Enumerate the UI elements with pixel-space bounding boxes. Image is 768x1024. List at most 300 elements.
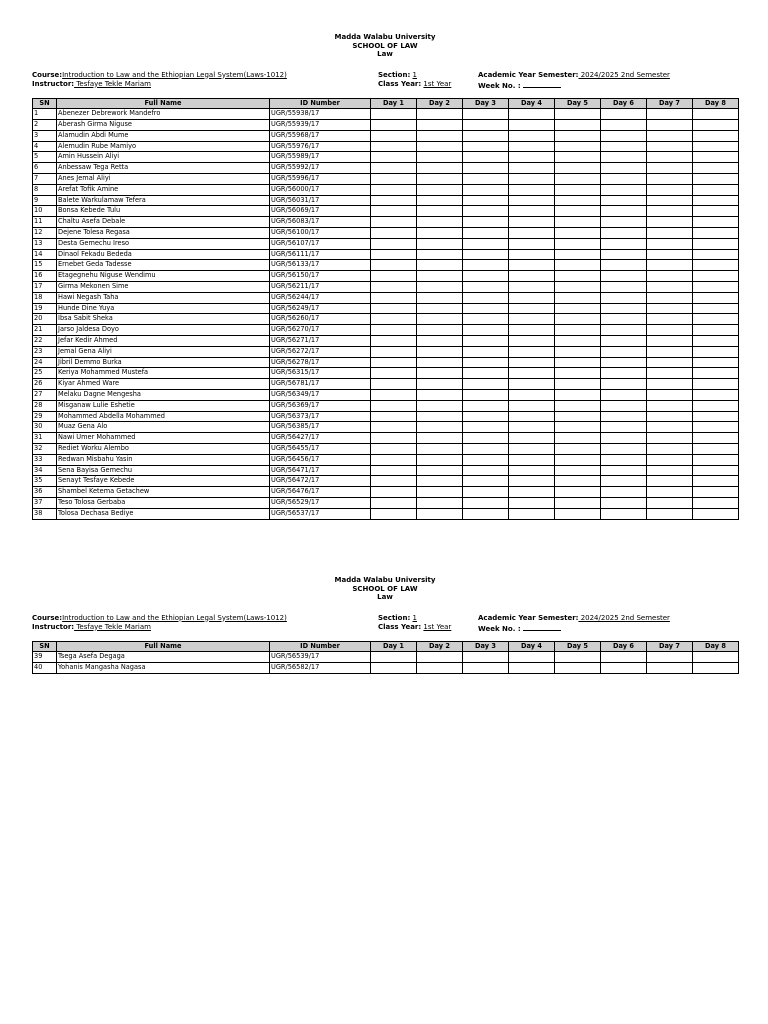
attendance-cell-day-8[interactable] [693,454,739,465]
attendance-cell-day-3[interactable] [463,346,509,357]
attendance-cell-day-7[interactable] [647,433,693,444]
attendance-cell-day-1[interactable] [371,400,417,411]
attendance-cell-day-1[interactable] [371,303,417,314]
attendance-cell-day-6[interactable] [601,292,647,303]
attendance-cell-day-5[interactable] [555,357,601,368]
attendance-cell-day-3[interactable] [463,368,509,379]
attendance-cell-day-3[interactable] [463,444,509,455]
attendance-cell-day-2[interactable] [417,400,463,411]
attendance-cell-day-8[interactable] [693,206,739,217]
attendance-cell-day-1[interactable] [371,465,417,476]
attendance-cell-day-4[interactable] [509,368,555,379]
attendance-cell-day-6[interactable] [601,336,647,347]
attendance-cell-day-5[interactable] [555,652,601,663]
attendance-cell-day-5[interactable] [555,487,601,498]
attendance-cell-day-4[interactable] [509,497,555,508]
attendance-cell-day-1[interactable] [371,109,417,120]
attendance-cell-day-8[interactable] [693,130,739,141]
attendance-cell-day-7[interactable] [647,163,693,174]
attendance-cell-day-3[interactable] [463,379,509,390]
attendance-cell-day-3[interactable] [463,206,509,217]
attendance-cell-day-6[interactable] [601,476,647,487]
attendance-cell-day-8[interactable] [693,152,739,163]
attendance-cell-day-5[interactable] [555,325,601,336]
attendance-cell-day-5[interactable] [555,292,601,303]
attendance-cell-day-4[interactable] [509,238,555,249]
attendance-cell-day-1[interactable] [371,282,417,293]
attendance-cell-day-7[interactable] [647,652,693,663]
attendance-cell-day-4[interactable] [509,476,555,487]
attendance-cell-day-3[interactable] [463,465,509,476]
attendance-cell-day-4[interactable] [509,379,555,390]
attendance-cell-day-4[interactable] [509,163,555,174]
attendance-cell-day-8[interactable] [693,379,739,390]
attendance-cell-day-3[interactable] [463,476,509,487]
attendance-cell-day-4[interactable] [509,390,555,401]
attendance-cell-day-2[interactable] [417,120,463,131]
attendance-cell-day-1[interactable] [371,476,417,487]
attendance-cell-day-7[interactable] [647,454,693,465]
attendance-cell-day-7[interactable] [647,120,693,131]
attendance-cell-day-3[interactable] [463,292,509,303]
attendance-cell-day-2[interactable] [417,497,463,508]
attendance-cell-day-7[interactable] [647,292,693,303]
attendance-cell-day-3[interactable] [463,152,509,163]
attendance-cell-day-5[interactable] [555,109,601,120]
attendance-cell-day-2[interactable] [417,206,463,217]
attendance-cell-day-5[interactable] [555,411,601,422]
attendance-cell-day-6[interactable] [601,217,647,228]
attendance-cell-day-6[interactable] [601,325,647,336]
attendance-cell-day-8[interactable] [693,184,739,195]
attendance-cell-day-1[interactable] [371,663,417,674]
attendance-cell-day-5[interactable] [555,206,601,217]
attendance-cell-day-7[interactable] [647,487,693,498]
attendance-cell-day-3[interactable] [463,282,509,293]
attendance-cell-day-5[interactable] [555,390,601,401]
attendance-cell-day-2[interactable] [417,663,463,674]
attendance-cell-day-8[interactable] [693,249,739,260]
attendance-cell-day-4[interactable] [509,314,555,325]
attendance-cell-day-3[interactable] [463,260,509,271]
attendance-cell-day-3[interactable] [463,390,509,401]
attendance-cell-day-6[interactable] [601,444,647,455]
attendance-cell-day-8[interactable] [693,357,739,368]
attendance-cell-day-7[interactable] [647,314,693,325]
attendance-cell-day-6[interactable] [601,508,647,519]
attendance-cell-day-2[interactable] [417,260,463,271]
attendance-cell-day-4[interactable] [509,652,555,663]
attendance-cell-day-5[interactable] [555,238,601,249]
attendance-cell-day-2[interactable] [417,487,463,498]
attendance-cell-day-4[interactable] [509,508,555,519]
attendance-cell-day-6[interactable] [601,663,647,674]
attendance-cell-day-6[interactable] [601,411,647,422]
attendance-cell-day-4[interactable] [509,174,555,185]
attendance-cell-day-7[interactable] [647,141,693,152]
attendance-cell-day-5[interactable] [555,497,601,508]
attendance-cell-day-5[interactable] [555,476,601,487]
attendance-cell-day-1[interactable] [371,292,417,303]
attendance-cell-day-1[interactable] [371,444,417,455]
attendance-cell-day-6[interactable] [601,379,647,390]
attendance-cell-day-8[interactable] [693,271,739,282]
attendance-cell-day-3[interactable] [463,195,509,206]
attendance-cell-day-4[interactable] [509,465,555,476]
attendance-cell-day-6[interactable] [601,260,647,271]
attendance-cell-day-7[interactable] [647,400,693,411]
attendance-cell-day-4[interactable] [509,336,555,347]
attendance-cell-day-2[interactable] [417,390,463,401]
attendance-cell-day-8[interactable] [693,476,739,487]
attendance-cell-day-6[interactable] [601,109,647,120]
attendance-cell-day-8[interactable] [693,422,739,433]
attendance-cell-day-5[interactable] [555,184,601,195]
attendance-cell-day-8[interactable] [693,163,739,174]
attendance-cell-day-2[interactable] [417,195,463,206]
attendance-cell-day-4[interactable] [509,292,555,303]
attendance-cell-day-5[interactable] [555,195,601,206]
attendance-cell-day-8[interactable] [693,652,739,663]
attendance-cell-day-6[interactable] [601,368,647,379]
attendance-cell-day-2[interactable] [417,336,463,347]
attendance-cell-day-3[interactable] [463,411,509,422]
attendance-cell-day-4[interactable] [509,422,555,433]
attendance-cell-day-7[interactable] [647,336,693,347]
attendance-cell-day-5[interactable] [555,217,601,228]
attendance-cell-day-8[interactable] [693,314,739,325]
attendance-cell-day-5[interactable] [555,303,601,314]
attendance-cell-day-1[interactable] [371,217,417,228]
attendance-cell-day-8[interactable] [693,368,739,379]
attendance-cell-day-8[interactable] [693,217,739,228]
attendance-cell-day-6[interactable] [601,314,647,325]
attendance-cell-day-2[interactable] [417,454,463,465]
attendance-cell-day-2[interactable] [417,249,463,260]
attendance-cell-day-7[interactable] [647,109,693,120]
attendance-cell-day-4[interactable] [509,325,555,336]
attendance-cell-day-6[interactable] [601,130,647,141]
attendance-cell-day-8[interactable] [693,195,739,206]
attendance-cell-day-5[interactable] [555,336,601,347]
attendance-cell-day-5[interactable] [555,130,601,141]
attendance-cell-day-6[interactable] [601,141,647,152]
attendance-cell-day-6[interactable] [601,487,647,498]
attendance-cell-day-8[interactable] [693,433,739,444]
attendance-cell-day-5[interactable] [555,346,601,357]
attendance-cell-day-7[interactable] [647,174,693,185]
attendance-cell-day-2[interactable] [417,184,463,195]
attendance-cell-day-1[interactable] [371,325,417,336]
attendance-cell-day-5[interactable] [555,174,601,185]
attendance-cell-day-6[interactable] [601,346,647,357]
attendance-cell-day-6[interactable] [601,282,647,293]
attendance-cell-day-1[interactable] [371,508,417,519]
attendance-cell-day-4[interactable] [509,130,555,141]
attendance-cell-day-3[interactable] [463,357,509,368]
attendance-cell-day-3[interactable] [463,497,509,508]
attendance-cell-day-1[interactable] [371,652,417,663]
attendance-cell-day-1[interactable] [371,336,417,347]
attendance-cell-day-3[interactable] [463,271,509,282]
attendance-cell-day-5[interactable] [555,465,601,476]
attendance-cell-day-7[interactable] [647,357,693,368]
attendance-cell-day-7[interactable] [647,184,693,195]
attendance-cell-day-8[interactable] [693,120,739,131]
attendance-cell-day-3[interactable] [463,487,509,498]
attendance-cell-day-4[interactable] [509,357,555,368]
attendance-cell-day-2[interactable] [417,174,463,185]
attendance-cell-day-6[interactable] [601,652,647,663]
attendance-cell-day-2[interactable] [417,238,463,249]
attendance-cell-day-3[interactable] [463,238,509,249]
attendance-cell-day-1[interactable] [371,130,417,141]
attendance-cell-day-5[interactable] [555,314,601,325]
attendance-cell-day-6[interactable] [601,174,647,185]
attendance-cell-day-1[interactable] [371,346,417,357]
attendance-cell-day-7[interactable] [647,508,693,519]
attendance-cell-day-3[interactable] [463,141,509,152]
attendance-cell-day-8[interactable] [693,487,739,498]
attendance-cell-day-6[interactable] [601,238,647,249]
attendance-cell-day-2[interactable] [417,411,463,422]
attendance-cell-day-1[interactable] [371,238,417,249]
attendance-cell-day-4[interactable] [509,228,555,239]
attendance-cell-day-3[interactable] [463,184,509,195]
attendance-cell-day-2[interactable] [417,314,463,325]
attendance-cell-day-6[interactable] [601,152,647,163]
attendance-cell-day-6[interactable] [601,195,647,206]
attendance-cell-day-7[interactable] [647,303,693,314]
attendance-cell-day-2[interactable] [417,433,463,444]
attendance-cell-day-4[interactable] [509,184,555,195]
attendance-cell-day-1[interactable] [371,497,417,508]
attendance-cell-day-2[interactable] [417,325,463,336]
attendance-cell-day-8[interactable] [693,465,739,476]
attendance-cell-day-3[interactable] [463,303,509,314]
attendance-cell-day-7[interactable] [647,497,693,508]
attendance-cell-day-2[interactable] [417,508,463,519]
attendance-cell-day-1[interactable] [371,152,417,163]
attendance-cell-day-3[interactable] [463,433,509,444]
attendance-cell-day-3[interactable] [463,130,509,141]
attendance-cell-day-3[interactable] [463,508,509,519]
attendance-cell-day-3[interactable] [463,163,509,174]
attendance-cell-day-5[interactable] [555,663,601,674]
attendance-cell-day-2[interactable] [417,379,463,390]
attendance-cell-day-6[interactable] [601,454,647,465]
attendance-cell-day-4[interactable] [509,454,555,465]
attendance-cell-day-7[interactable] [647,444,693,455]
attendance-cell-day-2[interactable] [417,163,463,174]
attendance-cell-day-2[interactable] [417,476,463,487]
attendance-cell-day-4[interactable] [509,411,555,422]
attendance-cell-day-6[interactable] [601,497,647,508]
attendance-cell-day-7[interactable] [647,379,693,390]
attendance-cell-day-7[interactable] [647,663,693,674]
attendance-cell-day-1[interactable] [371,379,417,390]
attendance-cell-day-7[interactable] [647,130,693,141]
attendance-cell-day-7[interactable] [647,476,693,487]
attendance-cell-day-8[interactable] [693,238,739,249]
attendance-cell-day-8[interactable] [693,282,739,293]
attendance-cell-day-7[interactable] [647,152,693,163]
attendance-cell-day-2[interactable] [417,109,463,120]
attendance-cell-day-1[interactable] [371,174,417,185]
attendance-cell-day-8[interactable] [693,390,739,401]
week-number-blank[interactable] [523,80,561,88]
attendance-cell-day-5[interactable] [555,271,601,282]
attendance-cell-day-6[interactable] [601,433,647,444]
attendance-cell-day-2[interactable] [417,422,463,433]
attendance-cell-day-7[interactable] [647,325,693,336]
attendance-cell-day-8[interactable] [693,325,739,336]
attendance-cell-day-4[interactable] [509,217,555,228]
attendance-cell-day-8[interactable] [693,346,739,357]
attendance-cell-day-4[interactable] [509,109,555,120]
attendance-cell-day-6[interactable] [601,400,647,411]
attendance-cell-day-8[interactable] [693,174,739,185]
attendance-cell-day-7[interactable] [647,346,693,357]
attendance-cell-day-5[interactable] [555,379,601,390]
attendance-cell-day-3[interactable] [463,314,509,325]
attendance-cell-day-5[interactable] [555,228,601,239]
attendance-cell-day-2[interactable] [417,357,463,368]
attendance-cell-day-5[interactable] [555,508,601,519]
attendance-cell-day-1[interactable] [371,422,417,433]
attendance-cell-day-6[interactable] [601,120,647,131]
attendance-cell-day-6[interactable] [601,303,647,314]
attendance-cell-day-7[interactable] [647,238,693,249]
attendance-cell-day-5[interactable] [555,400,601,411]
attendance-cell-day-3[interactable] [463,325,509,336]
attendance-cell-day-5[interactable] [555,249,601,260]
attendance-cell-day-7[interactable] [647,465,693,476]
attendance-cell-day-4[interactable] [509,433,555,444]
attendance-cell-day-1[interactable] [371,228,417,239]
attendance-cell-day-3[interactable] [463,228,509,239]
attendance-cell-day-3[interactable] [463,663,509,674]
attendance-cell-day-7[interactable] [647,249,693,260]
attendance-cell-day-1[interactable] [371,163,417,174]
attendance-cell-day-8[interactable] [693,400,739,411]
attendance-cell-day-4[interactable] [509,120,555,131]
attendance-cell-day-6[interactable] [601,422,647,433]
attendance-cell-day-5[interactable] [555,368,601,379]
attendance-cell-day-1[interactable] [371,433,417,444]
attendance-cell-day-1[interactable] [371,195,417,206]
attendance-cell-day-5[interactable] [555,422,601,433]
attendance-cell-day-2[interactable] [417,292,463,303]
attendance-cell-day-2[interactable] [417,652,463,663]
attendance-cell-day-7[interactable] [647,282,693,293]
attendance-cell-day-4[interactable] [509,195,555,206]
attendance-cell-day-8[interactable] [693,508,739,519]
attendance-cell-day-5[interactable] [555,433,601,444]
attendance-cell-day-5[interactable] [555,260,601,271]
attendance-cell-day-7[interactable] [647,390,693,401]
attendance-cell-day-5[interactable] [555,454,601,465]
attendance-cell-day-3[interactable] [463,454,509,465]
attendance-cell-day-3[interactable] [463,217,509,228]
attendance-cell-day-8[interactable] [693,228,739,239]
attendance-cell-day-8[interactable] [693,663,739,674]
attendance-cell-day-2[interactable] [417,465,463,476]
attendance-cell-day-8[interactable] [693,141,739,152]
attendance-cell-day-5[interactable] [555,120,601,131]
attendance-cell-day-3[interactable] [463,249,509,260]
attendance-cell-day-4[interactable] [509,152,555,163]
attendance-cell-day-8[interactable] [693,336,739,347]
attendance-cell-day-3[interactable] [463,109,509,120]
attendance-cell-day-1[interactable] [371,206,417,217]
attendance-cell-day-6[interactable] [601,184,647,195]
attendance-cell-day-1[interactable] [371,141,417,152]
attendance-cell-day-6[interactable] [601,206,647,217]
attendance-cell-day-2[interactable] [417,303,463,314]
attendance-cell-day-1[interactable] [371,271,417,282]
attendance-cell-day-8[interactable] [693,444,739,455]
attendance-cell-day-7[interactable] [647,195,693,206]
attendance-cell-day-6[interactable] [601,357,647,368]
attendance-cell-day-7[interactable] [647,271,693,282]
attendance-cell-day-7[interactable] [647,368,693,379]
attendance-cell-day-3[interactable] [463,400,509,411]
attendance-cell-day-1[interactable] [371,411,417,422]
week-number-blank[interactable] [523,623,561,631]
attendance-cell-day-8[interactable] [693,260,739,271]
attendance-cell-day-5[interactable] [555,141,601,152]
attendance-cell-day-7[interactable] [647,228,693,239]
attendance-cell-day-4[interactable] [509,141,555,152]
attendance-cell-day-7[interactable] [647,206,693,217]
attendance-cell-day-7[interactable] [647,422,693,433]
attendance-cell-day-7[interactable] [647,411,693,422]
attendance-cell-day-4[interactable] [509,271,555,282]
attendance-cell-day-4[interactable] [509,260,555,271]
attendance-cell-day-1[interactable] [371,454,417,465]
attendance-cell-day-6[interactable] [601,163,647,174]
attendance-cell-day-4[interactable] [509,206,555,217]
attendance-cell-day-3[interactable] [463,422,509,433]
attendance-cell-day-1[interactable] [371,357,417,368]
attendance-cell-day-2[interactable] [417,228,463,239]
attendance-cell-day-1[interactable] [371,314,417,325]
attendance-cell-day-6[interactable] [601,249,647,260]
attendance-cell-day-6[interactable] [601,465,647,476]
attendance-cell-day-2[interactable] [417,271,463,282]
attendance-cell-day-2[interactable] [417,444,463,455]
attendance-cell-day-1[interactable] [371,120,417,131]
attendance-cell-day-3[interactable] [463,336,509,347]
attendance-cell-day-3[interactable] [463,652,509,663]
attendance-cell-day-4[interactable] [509,487,555,498]
attendance-cell-day-8[interactable] [693,303,739,314]
attendance-cell-day-1[interactable] [371,249,417,260]
attendance-cell-day-6[interactable] [601,228,647,239]
attendance-cell-day-4[interactable] [509,249,555,260]
attendance-cell-day-8[interactable] [693,292,739,303]
attendance-cell-day-4[interactable] [509,282,555,293]
attendance-cell-day-2[interactable] [417,282,463,293]
attendance-cell-day-1[interactable] [371,390,417,401]
attendance-cell-day-4[interactable] [509,444,555,455]
attendance-cell-day-5[interactable] [555,152,601,163]
attendance-cell-day-2[interactable] [417,217,463,228]
attendance-cell-day-8[interactable] [693,411,739,422]
attendance-cell-day-8[interactable] [693,109,739,120]
attendance-cell-day-2[interactable] [417,346,463,357]
